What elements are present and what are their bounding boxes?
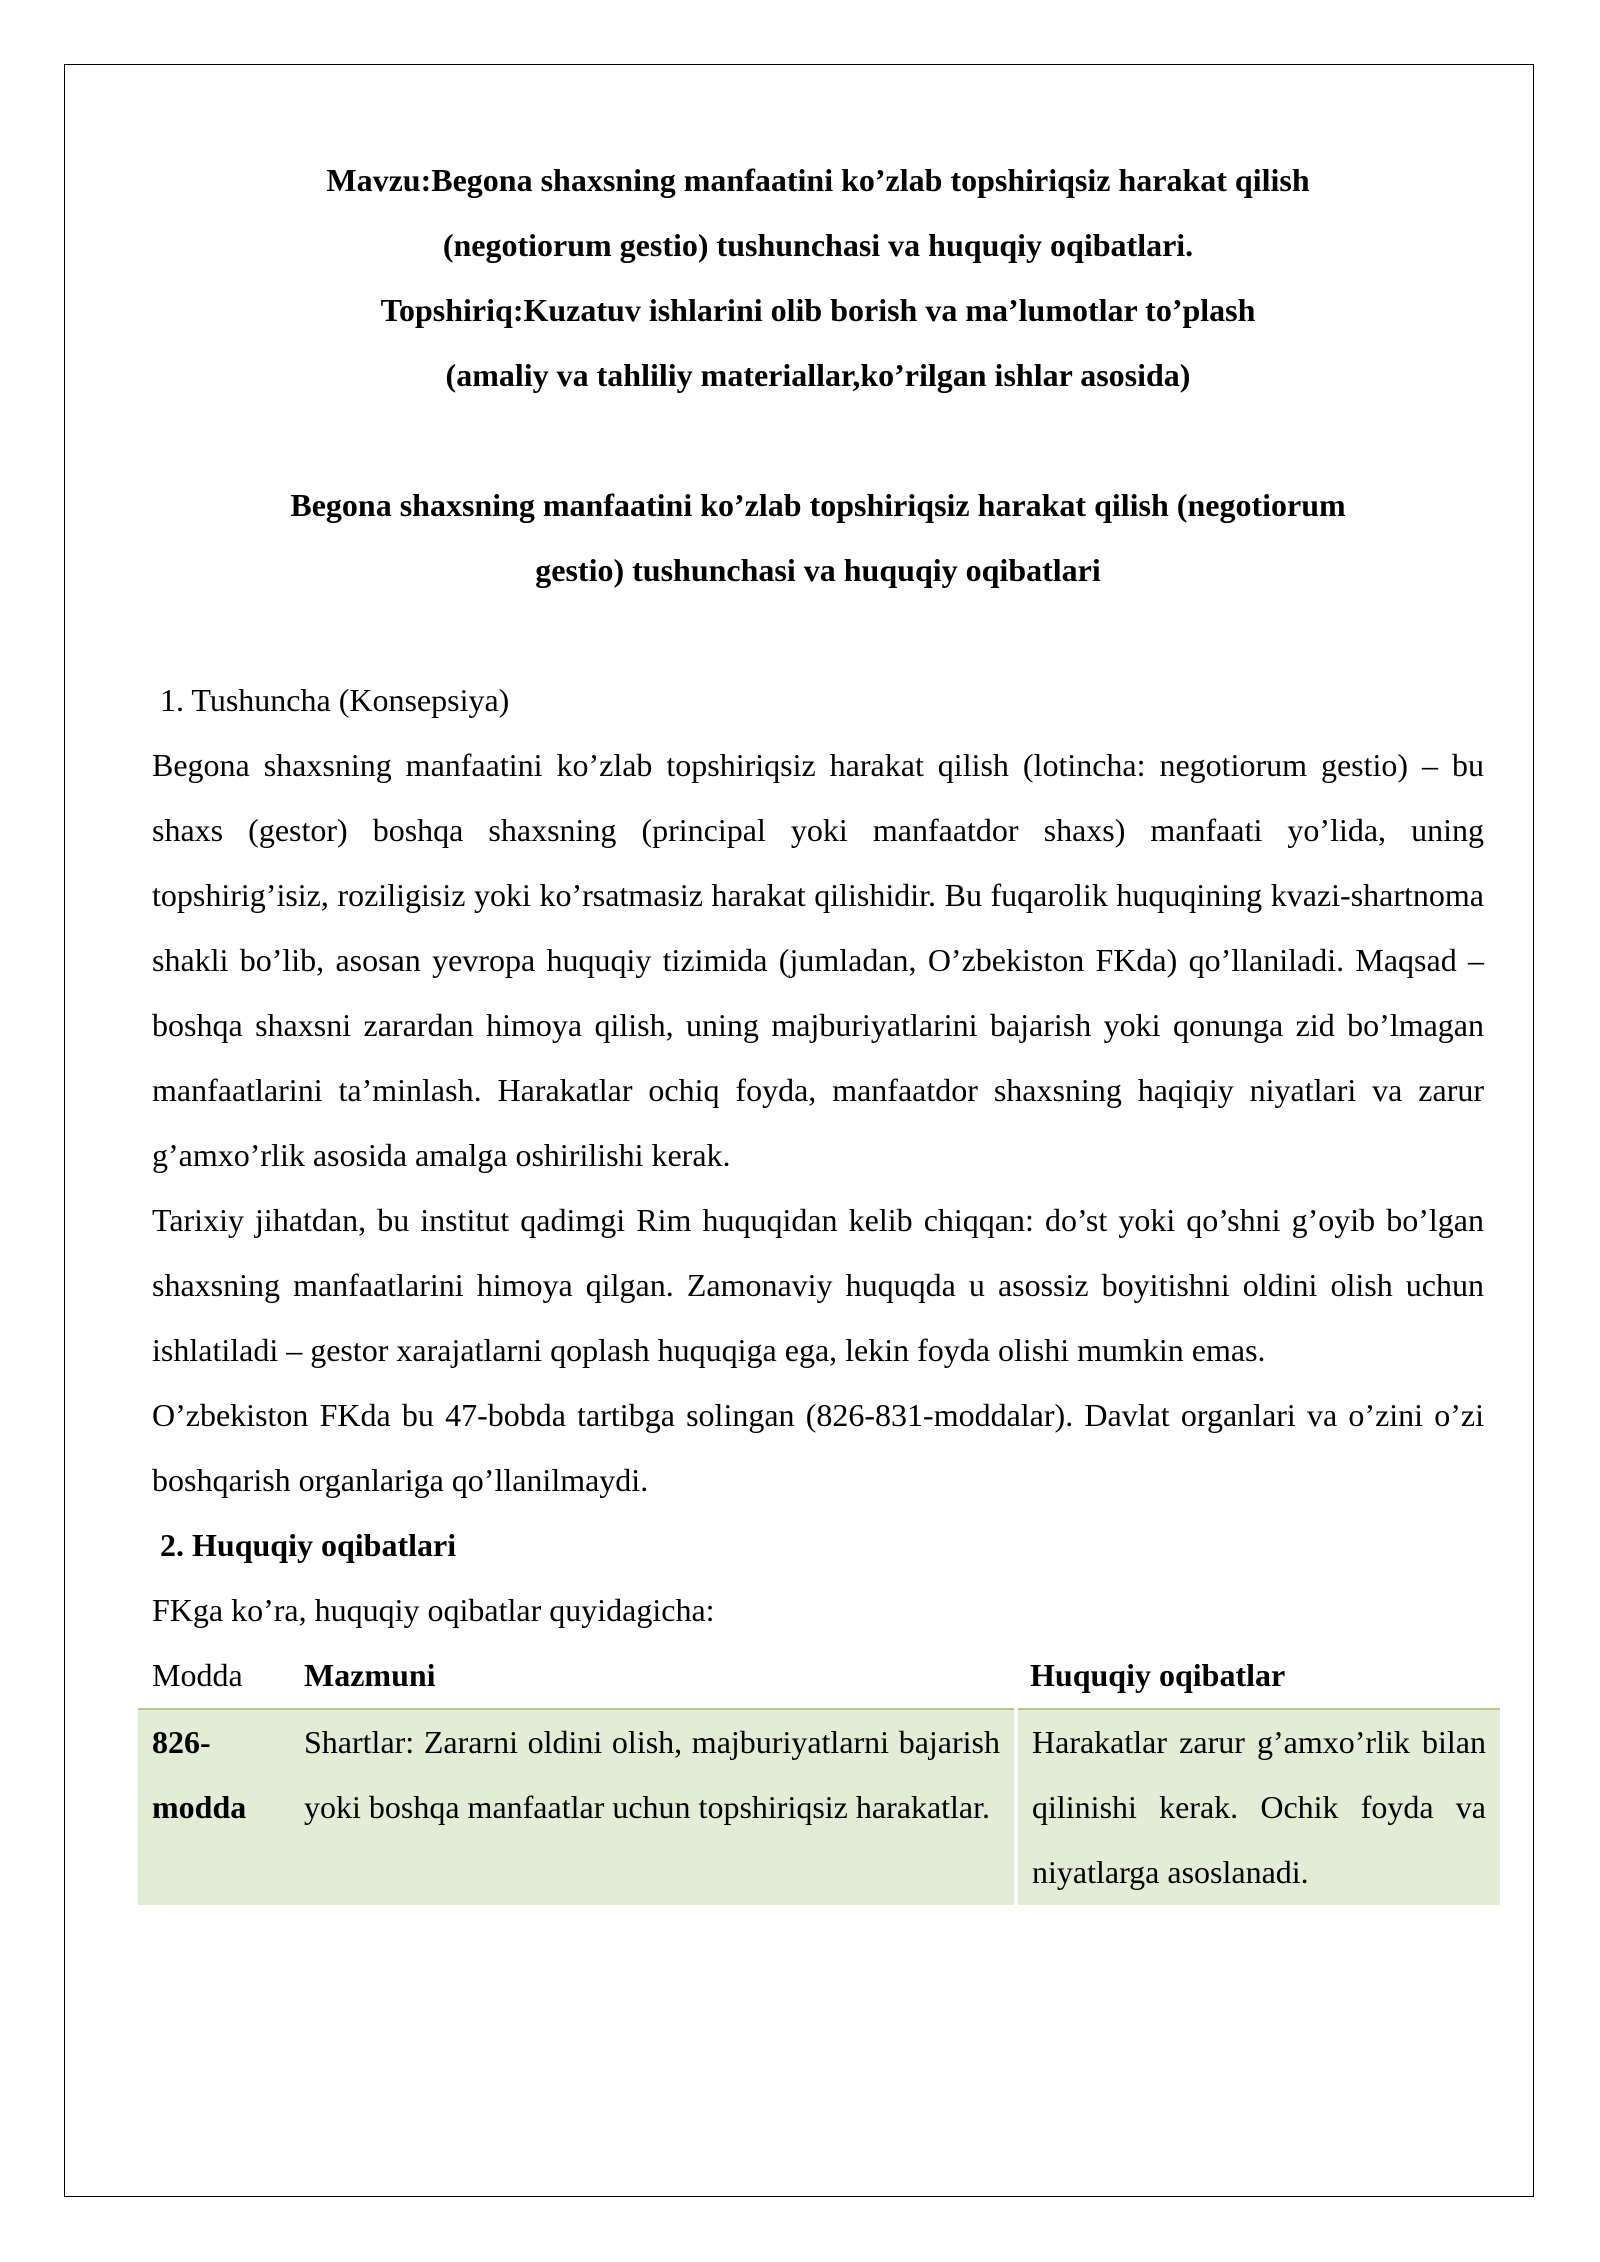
cell-oqibatlar: Harakatlar zarur g’amxo’rlik bilan qilinishi kerak. Ochik foyda va niyatlarga asoslanadi. bbox=[1016, 1709, 1500, 1905]
task-line-2: (amaliy va tahliliy materiallar,ko’rilgan ishlar asosida) bbox=[445, 357, 1191, 393]
document-content bbox=[152, 148, 1484, 1905]
section-1-paragraph-2: Tarixiy jihatdan, bu institut qadimgi Rim huquqidan kelib chiqqan: do’st yoki qo’shni g’oyib bo’lgan shaxsning manfaatlarini himoya qilgan. Zamonaviy huquqda u asossiz boyitishni oldini olish uchun ishlatiladi – gestor xarajatlarni qoplash huquqiga ega, lekin foyda olishi mumkin emas. bbox=[152, 1202, 1484, 1368]
document-title-line-1: Begona shaxsning manfaatini ko’zlab topshiriqsiz harakat qilish (negotiorum bbox=[290, 487, 1346, 523]
section-1-heading: 1. Tushuncha (Konsepsiya) bbox=[160, 682, 510, 718]
cell-mazmuni: Shartlar: Zararni oldini olish, majburiyatlarni bajarish yoki boshqa manfaatlar uchun topshiriqsiz harakatlar. bbox=[290, 1709, 1016, 1905]
task-line-1: Topshiriq:Kuzatuv ishlarini olib borish va ma’lumotlar to’plash bbox=[380, 292, 1256, 328]
cell-modda: 826-modda bbox=[138, 1709, 290, 1905]
section-2-heading: 2. Huquqiy oqibatlari bbox=[160, 1527, 457, 1563]
document-title-line-2: gestio) tushunchasi va huquqiy oqibatlari bbox=[535, 552, 1101, 588]
topic-line-1: Mavzu:Begona shaxsning manfaatini ko’zlab topshiriqsiz harakat qilish bbox=[326, 162, 1310, 198]
table-row bbox=[138, 1709, 1500, 1905]
column-header-modda: Modda bbox=[138, 1643, 290, 1709]
column-header-mazmuni: Mazmuni bbox=[290, 1643, 1016, 1709]
section-2-intro: FKga ko’ra, huquqiy oqibatlar quyidagicha: bbox=[152, 1592, 715, 1628]
topic-line-2: (negotiorum gestio) tushunchasi va huquqiy oqibatlari. bbox=[442, 227, 1194, 263]
column-header-oqibatlar: Huquqiy oqibatlar bbox=[1016, 1643, 1500, 1709]
section-1-paragraph-1: Begona shaxsning manfaatini ko’zlab topshiriqsiz harakat qilish (lotincha: negotiorum gestio) – bu shaxs (gestor) boshqa shaxsning (principal yoki manfaatdor shaxs) manfaati yo’lida, uning topshirig’isiz, roziligisiz yoki ko’rsatmasiz harakat qilishidir. Bu fuqarolik huquqining kvazi-shartnoma shakli bo’lib, asosan yevropa huquqiy tizimida (jumladan, O’zbekiston FKda) qo’llaniladi. Maqsad – boshqa shaxsni zarardan himoya qilish, uning majburiyatlarini bajarish yoki qonunga zid bo’lmagan manfaatlarini ta’minlash. Harakatlar ochiq foyda, manfaatdor shaxsning haqiqiy niyatlari va zarur g’amxo’rlik asosida amalga oshirilishi kerak. bbox=[152, 747, 1484, 1173]
articles-table bbox=[138, 1643, 1500, 1905]
table-header-row bbox=[138, 1643, 1500, 1709]
section-1-paragraph-3: O’zbekiston FKda bu 47-bobda tartibga solingan (826-831-moddalar). Davlat organlari va o’zini o’zi boshqarish organlariga qo’llanilmaydi. bbox=[152, 1397, 1484, 1498]
